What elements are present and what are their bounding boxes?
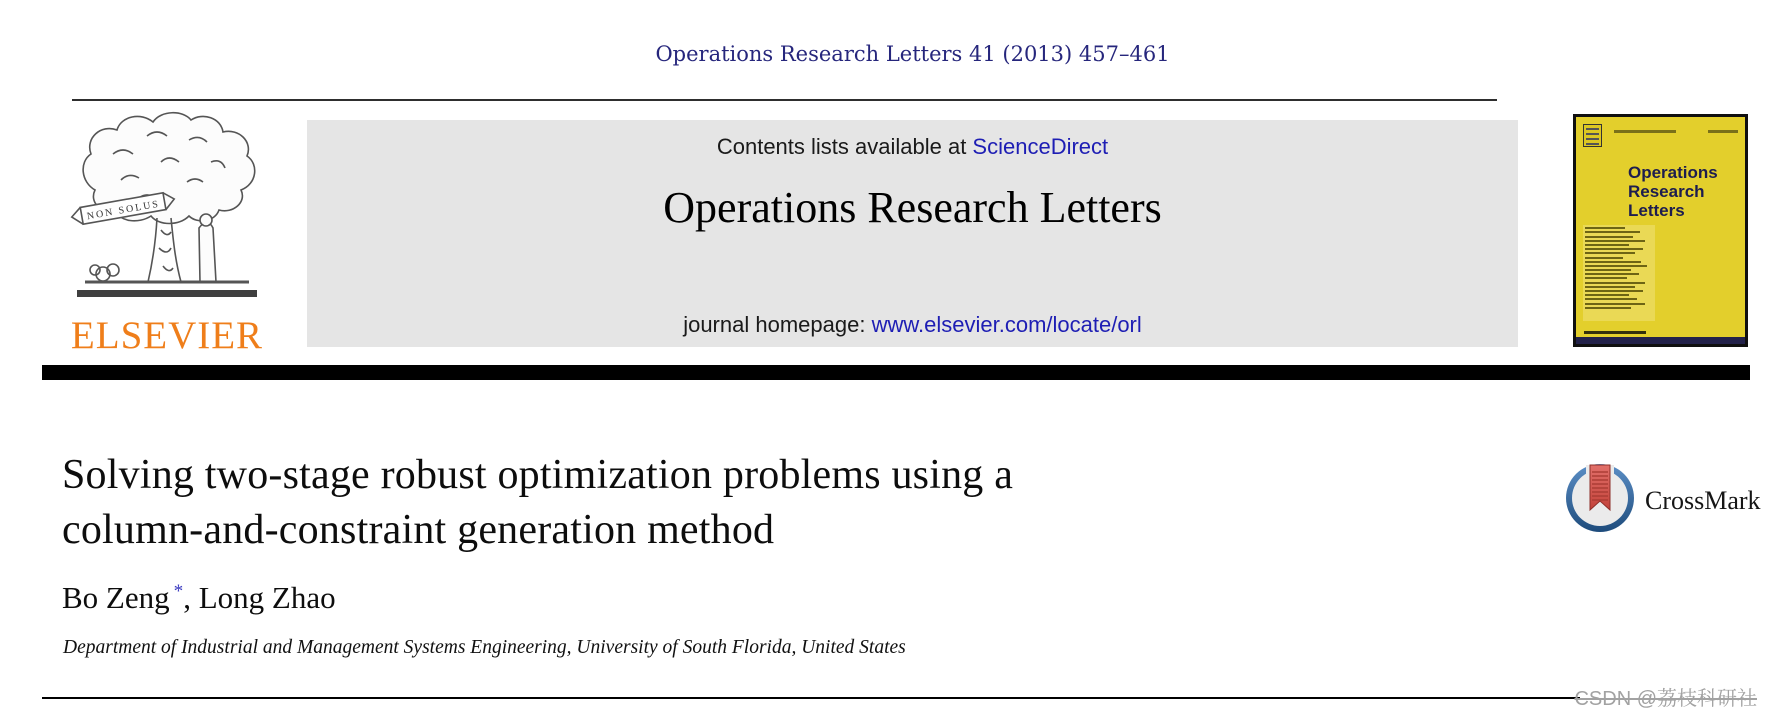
cover-publisher-logo-icon bbox=[1583, 124, 1602, 147]
elsevier-motto: NON SOLUS bbox=[86, 198, 161, 223]
author-line bbox=[62, 580, 336, 616]
corresponding-author-marker[interactable]: * bbox=[173, 580, 184, 602]
homepage-line bbox=[307, 312, 1518, 338]
cover-editor-list bbox=[1583, 225, 1655, 321]
homepage-link[interactable]: www.elsevier.com/locate/orl bbox=[871, 312, 1142, 337]
author-bo-zeng: Bo Zeng bbox=[62, 580, 170, 615]
journal-banner bbox=[307, 120, 1518, 347]
cover-volume-line bbox=[1614, 130, 1676, 133]
cover-title: Operations Research Letters bbox=[1628, 163, 1718, 220]
article-title bbox=[62, 448, 1013, 558]
journal-title: Operations Research Letters bbox=[663, 183, 1162, 232]
journal-cover-thumbnail[interactable] bbox=[1573, 114, 1748, 347]
author-long-zhao: , Long Zhao bbox=[183, 580, 336, 615]
sciencedirect-link[interactable]: ScienceDirect bbox=[972, 134, 1109, 159]
bottom-rule bbox=[42, 697, 1580, 699]
elsevier-wordmark: ELSEVIER bbox=[70, 314, 264, 357]
cover-issn-line bbox=[1708, 130, 1738, 133]
crossmark-label: CrossMark bbox=[1645, 485, 1761, 515]
homepage-prefix: journal homepage: bbox=[683, 312, 872, 337]
cover-url-line bbox=[1584, 331, 1646, 334]
crossmark-icon bbox=[1564, 462, 1636, 539]
affiliation: Department of Industrial and Management Systems Engineering, University of South Florida, United States bbox=[63, 637, 906, 658]
thick-divider bbox=[42, 365, 1750, 380]
elsevier-logo bbox=[42, 110, 292, 358]
contents-line bbox=[307, 134, 1518, 160]
article-title-line1: Solving two-stage robust optimization problems using a bbox=[62, 452, 1014, 498]
contents-prefix: Contents lists available at bbox=[716, 134, 973, 159]
top-rule bbox=[72, 99, 1497, 101]
cover-bottom-band bbox=[1576, 337, 1745, 344]
csdn-watermark: CSDN @荔枝科研社 bbox=[1574, 688, 1757, 710]
journal-citation: Operations Research Letters 41 (2013) 457–461 bbox=[655, 42, 1170, 66]
article-title-line2: column-and-constraint generation method bbox=[62, 507, 775, 553]
crossmark-badge[interactable] bbox=[1564, 462, 1761, 539]
elsevier-tree-icon bbox=[61, 198, 273, 310]
